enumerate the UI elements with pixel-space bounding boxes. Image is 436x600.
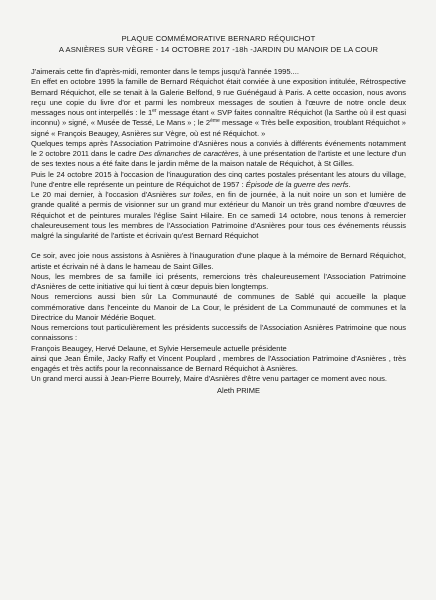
paragraph-20-mai [31,190,406,241]
paragraph-2015 [31,170,406,191]
text-2015-a: Puis le 24 octobre 2015 à l'occasion de l'inauguration des cinq cartes postales présentant les atours du village, l'une d'entre elle représente un peinture de Réquichot de 1957 : [31,169,406,189]
sup-er: er [152,108,157,114]
text-2011-em: Des dimanches de caractères [138,149,239,158]
text-mai-a: Le 20 mai dernier, à l'occasion d'Asnières [31,190,180,199]
text-2015-b: . [348,179,351,189]
text-2015-em: Épisode de la guerre des nerfs [245,179,349,189]
title-line-1: PLAQUE COMMÉMORATIVE BERNARD RÉQUICHOT [121,34,316,43]
paragraph-1995 [31,77,406,139]
text-2011-a: Quelques temps après l'Association Patrimoine d'Asnières nous a conviés à différents événements notamment le 2 octobre 2011 dans le cadre [31,138,406,158]
paragraph-gap [31,241,406,251]
paragraph-ce-soir: Ce soir, avec joie nous assistons à Asnières à l'inauguration d'une plaque à la mémoire de Bernard Réquichot, artiste et écrivain né à dans le hameau de Saint Gilles. [31,251,406,271]
text-1995-c: message « Très belle exposition, troublant Réquichot » signé « François Beaugey, Asnières sur Vègre, où est né Réquichot. » [31,118,406,138]
paragraph-presidents: Nous remercions tout particulièrement les présidents successifs de l'Association Asnières Patrimoine que nous connaissons : [31,323,406,343]
text-mai-em: sur toiles [179,190,212,199]
title-line-2: A ASNIÈRES SUR VÈGRE - 14 OCTOBRE 2017 -18h -JARDIN DU MANOIR DE LA COUR [58,45,379,54]
signature: Aleth PRIME [217,385,260,395]
paragraph-maire: Un grand merci aussi à Jean-Pierre Bourrely, Maire d'Asnières d'être venu partager ce moment avec nous. [31,374,387,384]
text-1995-a: En effet en octobre 1995 la famille de Bernard Réquichot était conviée à une exposition intitulée, Rétrospective Bernard Réquichot, elle se tenait à la Galerie Belfond, 9 rue Guénégaud à Paris. A cette occasion, nous avons reçu une copie du livre d'or et parmi les nombreux messages de soutien à l'œuvre de notre oncle deux messages nous ont interpellés : le 1 [31,77,406,117]
paragraph-2011 [31,139,406,170]
text-mai-b: , en fin de journée, à la nuit noire un son et lumière de grande qualité a permis de visionner sur un grand mur extérieur du Manoir un très grand nombre d'œuvres de Réquichot et de peintures murales l'église Saint Hilaire. En ce samedi 14 octobre, nous tenons à remercier chaleureusement tous les membres de l'Association Patrimoine d'Asnières pour tous ces événements réussis malgré la singularité de l'artiste et écrivain qu'est Bernard Réquichot [31,190,407,240]
sup-eme: ème [210,118,220,125]
paragraph-famille: Nous, les membres de sa famille ici présents, remercions très chaleureusement l'Association Patrimoine d'Asnières de cette initiative qui lui tient à cœur depuis bien longtemps. [31,271,406,291]
intro-text: J'aimerais cette fin d'après-midi, remonter dans le temps jusqu'à l'année 1995.... [31,67,299,76]
text-1995-b: message étant « SVP faites connaître Réquichot (la Sarthe où il est quasi inconnu) » signé, « Musée de Tessé, Le Mans » ; le 2 [31,108,406,128]
paragraph-noms-presidents: François Beaugey, Hervé Delaune, et Sylvie Hersemeule actuelle présidente [31,343,287,353]
letter-body [31,67,406,385]
text-2011-b: , à une présentation de l'artiste et une lecture d'un de ses textes nous a été faite dans le jardin même de la maison natale de Réquichot, à St Gilles. [31,149,406,169]
paragraph-membres: ainsi que Jean Émile, Jacky Raffy et Vincent Pouplard , membres de l'Association Patrimoine d'Asnières , très engagés et très actifs pour la reconnaissance de Bernard Réquichot à Asnières. [31,353,406,373]
paragraph-communaute: Nous remercions aussi bien sûr La Communauté de communes de Sablé qui accueille la plaque commémorative dans l'enceinte du Manoir de La Cour, le président de La Communauté de communes et la Directrice du Manoir Médérie Boquet. [31,292,406,322]
paragraph-intro [31,67,406,77]
